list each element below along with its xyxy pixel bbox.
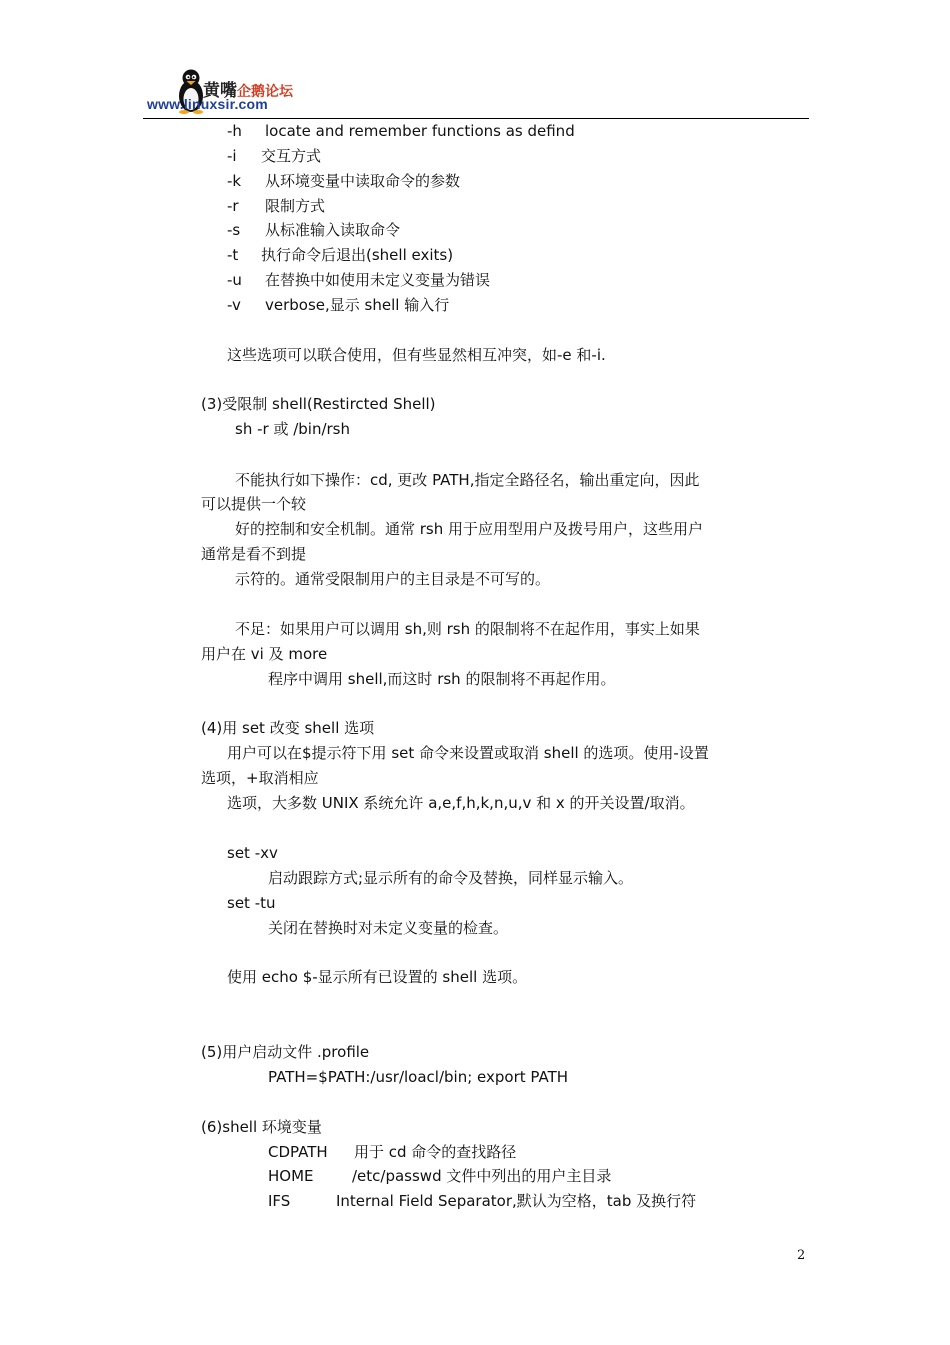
option-desc: 交互方式	[261, 147, 322, 165]
section-heading: (5)用户启动文件 .profile	[201, 1043, 370, 1061]
logo-title: 黄嘴企鹅论坛	[203, 81, 293, 101]
options-note: 这些选项可以联合使用，但有些显然相互冲突，如-e 和-i.	[227, 346, 606, 364]
paragraph-line: 好的控制和安全机制。通常 rsh 用于应用型用户及拨号用户，这些用户	[235, 520, 704, 538]
env-var-row	[268, 1191, 696, 1211]
paragraph-line: 程序中调用 shell,而这时 rsh 的限制将不再起作用。	[268, 670, 616, 688]
command-text: set -tu	[227, 894, 276, 912]
section-heading: (3)受限制 shell(Restircted Shell)	[201, 395, 436, 413]
option-desc: 从环境变量中读取命令的参数	[265, 172, 461, 190]
option-desc: 从标准输入读取命令	[265, 221, 401, 239]
option-flag: -t	[227, 246, 239, 264]
option-flag: -s	[227, 221, 241, 239]
env-var-row	[268, 1166, 611, 1186]
forum-logo	[145, 68, 315, 114]
env-var-row	[268, 1142, 516, 1162]
paragraph-line: 用户可以在$提示符下用 set 命令来设置或取消 shell 的选项。使用-设置	[227, 744, 709, 762]
option-flag: -v	[227, 296, 241, 314]
command-desc: 启动跟踪方式;显示所有的命令及替换，同样显示输入。	[268, 869, 634, 887]
option-row	[227, 146, 321, 166]
env-var-name: HOME	[268, 1167, 314, 1185]
option-desc: locate and remember functions as defind	[265, 122, 575, 140]
option-desc: verbose,显示 shell 输入行	[265, 296, 450, 314]
paragraph-line: 选项，+取消相应	[201, 769, 319, 787]
option-row	[227, 295, 449, 315]
env-var-desc: 用于 cd 命令的查找路径	[354, 1143, 517, 1161]
env-var-desc: /etc/passwd 文件中列出的用户主目录	[352, 1167, 612, 1185]
command-text: sh -r 或 /bin/rsh	[235, 420, 350, 438]
env-var-name: CDPATH	[268, 1143, 328, 1161]
option-desc: 执行命令后退出(shell exits)	[261, 246, 454, 264]
logo-url: www.linuxsir.com	[147, 96, 268, 112]
option-desc: 在替换中如使用未定义变量为错误	[265, 271, 491, 289]
env-var-desc: Internal Field Separator,默认为空格，tab 及换行符	[336, 1192, 697, 1210]
header-divider	[143, 118, 809, 119]
option-flag: -h	[227, 122, 242, 140]
page-number: 2	[797, 1248, 806, 1263]
option-desc: 限制方式	[265, 197, 326, 215]
command-text: PATH=$PATH:/usr/loacl/bin; export PATH	[268, 1068, 569, 1086]
paragraph-line: 用户在 vi 及 more	[201, 645, 328, 663]
option-row	[227, 220, 400, 240]
env-var-name: IFS	[268, 1192, 291, 1210]
option-row	[227, 171, 460, 191]
option-row	[227, 245, 453, 265]
paragraph-line: 不能执行如下操作：cd, 更改 PATH,指定全路径名，输出重定向，因此	[235, 471, 700, 489]
paragraph-line: 使用 echo $-显示所有已设置的 shell 选项。	[227, 968, 528, 986]
section-heading: (6)shell 环境变量	[201, 1118, 322, 1136]
option-flag: -u	[227, 271, 242, 289]
option-row	[227, 121, 575, 141]
option-flag: -i	[227, 147, 237, 165]
section-heading: (4)用 set 改变 shell 选项	[201, 719, 375, 737]
paragraph-line: 通常是看不到提	[201, 545, 307, 563]
command-text: set -xv	[227, 844, 278, 862]
option-flag: -r	[227, 197, 239, 215]
paragraph-line: 选项，大多数 UNIX 系统允许 a,e,f,h,k,n,u,v 和 x 的开关设置/取消。	[227, 794, 695, 812]
option-row	[227, 270, 490, 290]
option-row	[227, 196, 325, 216]
command-desc: 关闭在替换时对未定义变量的检查。	[268, 919, 509, 937]
paragraph-line: 可以提供一个较	[201, 495, 307, 513]
paragraph-line: 示符的。通常受限制用户的主目录是不可写的。	[235, 570, 551, 588]
paragraph-line: 不足：如果用户可以调用 sh,则 rsh 的限制将不在起作用，事实上如果	[235, 620, 700, 638]
option-flag: -k	[227, 172, 242, 190]
